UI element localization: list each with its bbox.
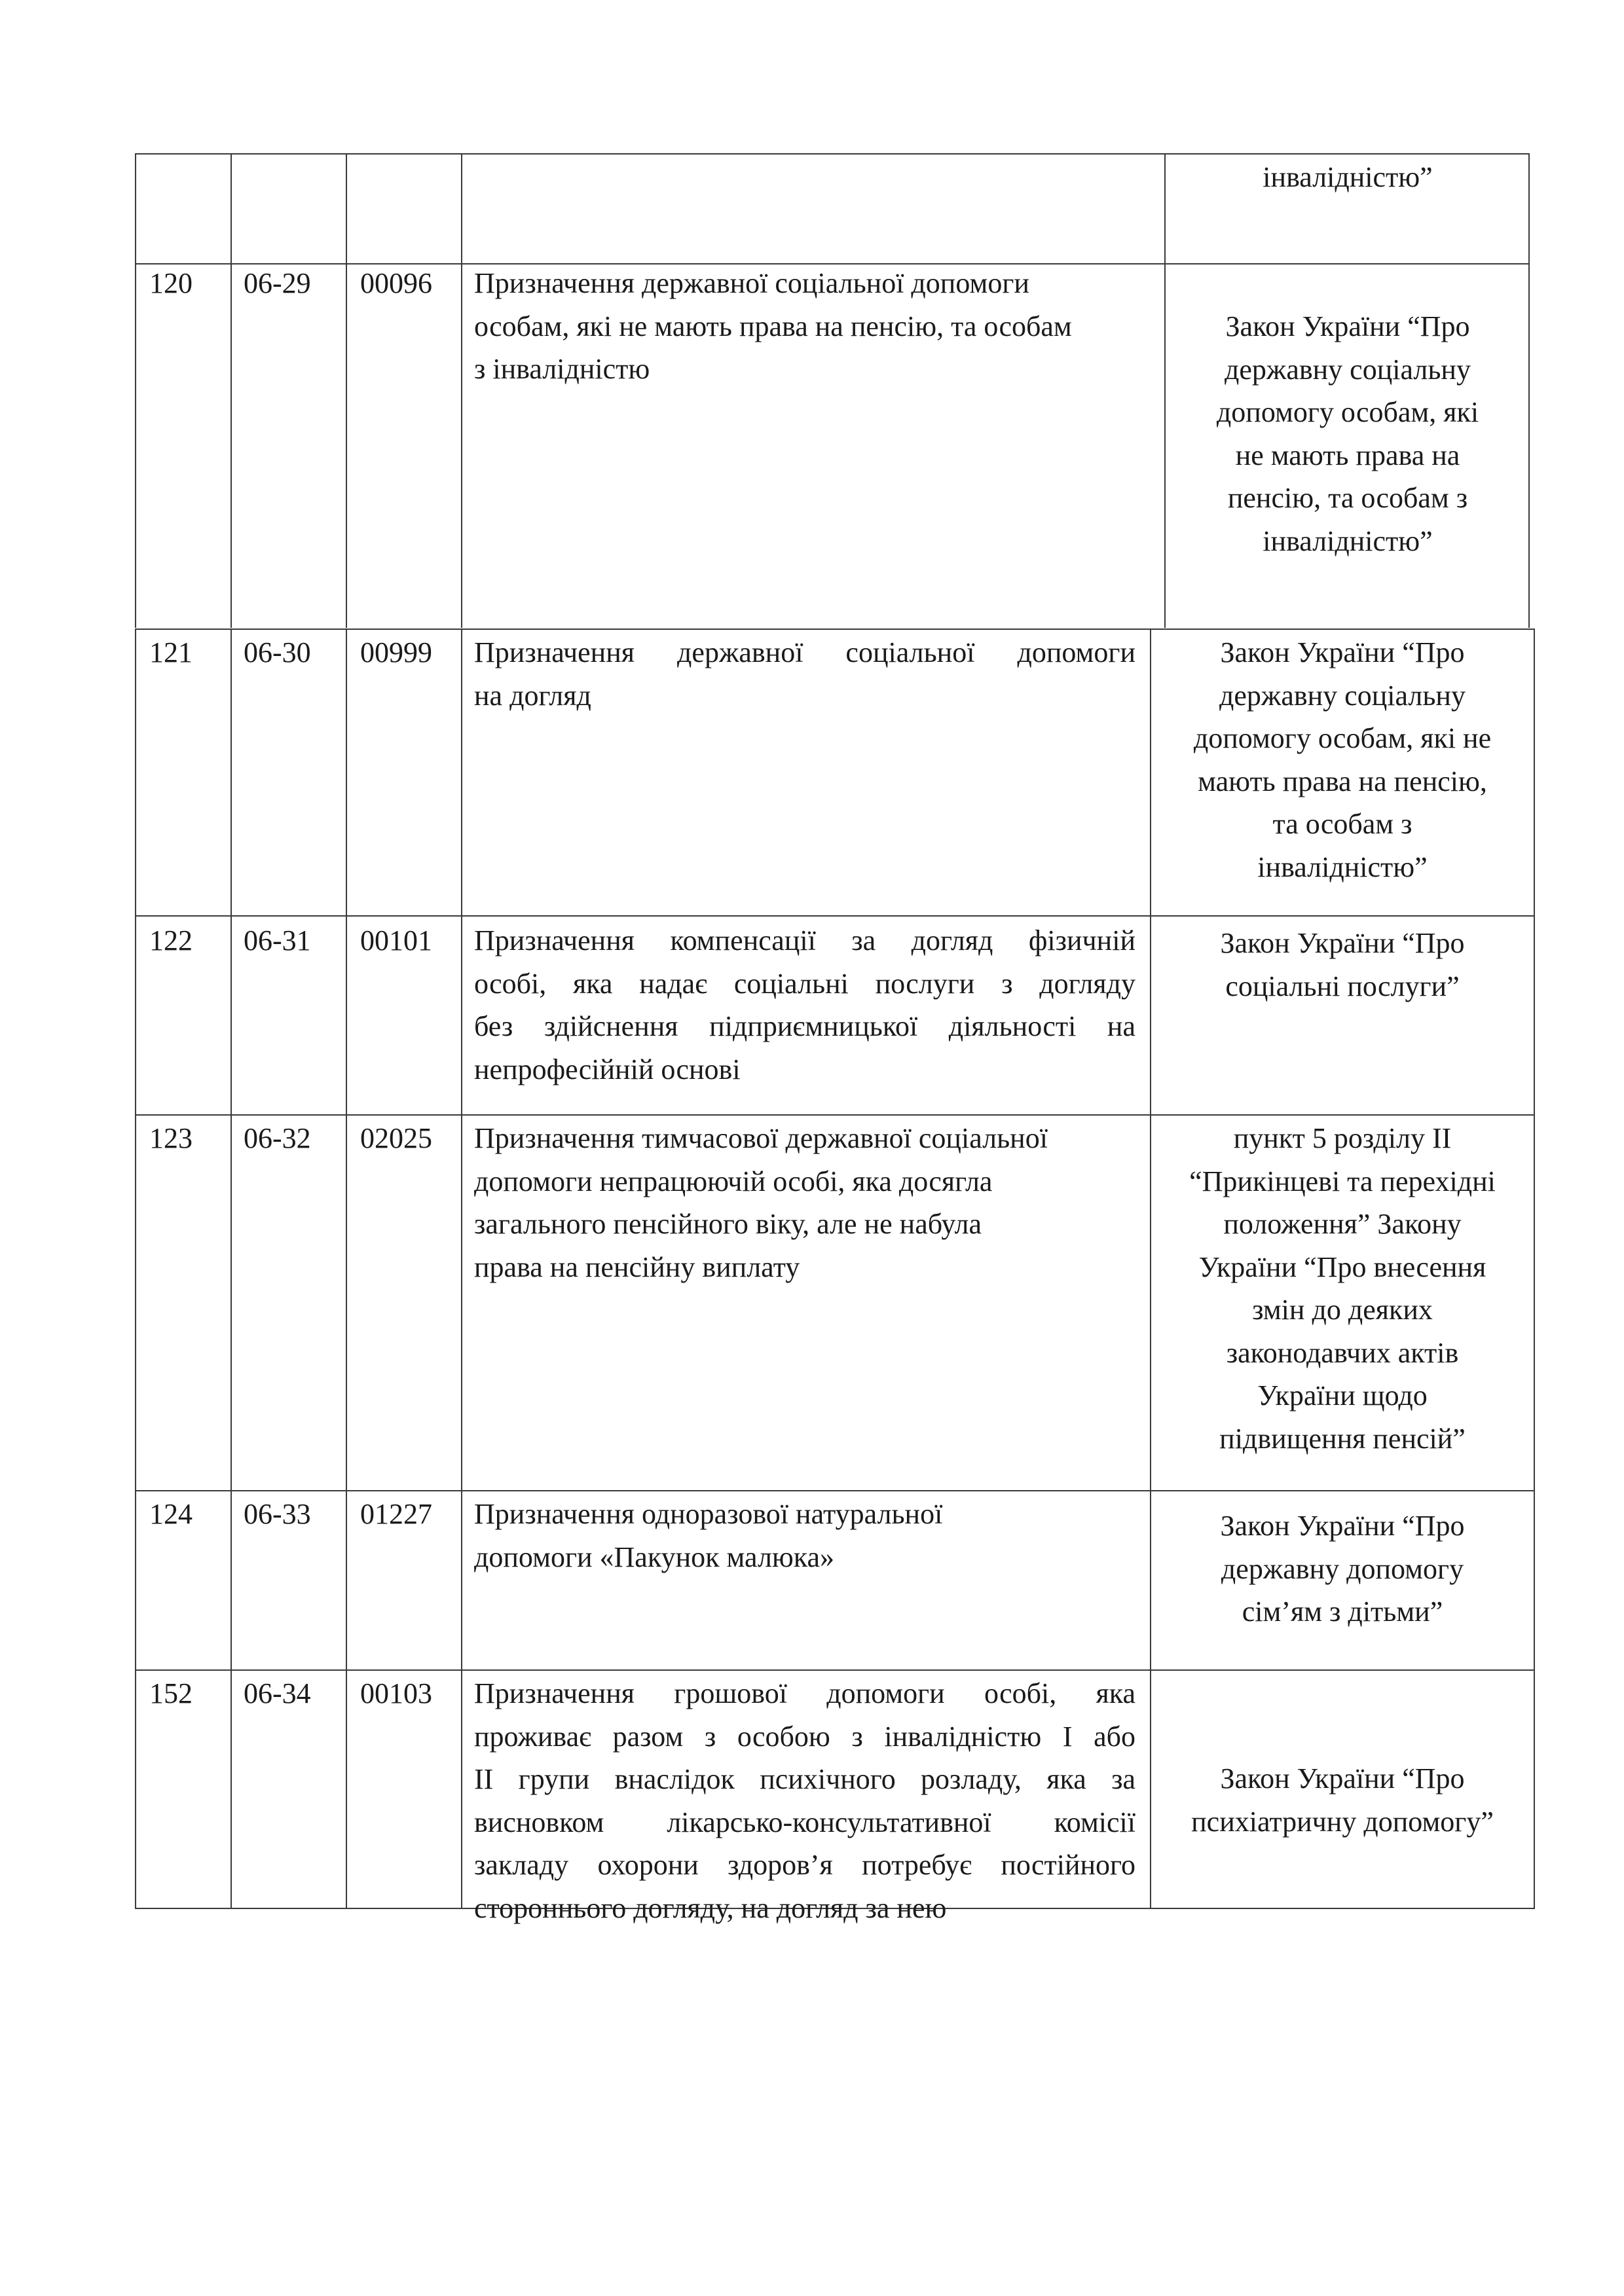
row-152-basis: Закон України “Про психіатричну допомогу” (1191, 1762, 1494, 1838)
row-123-number: 123 (149, 1122, 193, 1154)
row-122-code: 06-31 (244, 924, 311, 957)
row-123-basis: пункт 5 розділу ІІ “Прикінцеві та перехідні положення” Закону України “Про внесення змін до деяких законодавчих актів України щодо підвищення пенсій” (1189, 1122, 1496, 1455)
row-120-code: 06-29 (244, 267, 311, 299)
row-124-code: 06-33 (244, 1498, 311, 1530)
basis-line: інвалідністю” (1263, 161, 1433, 193)
row-122-number: 122 (149, 924, 193, 957)
row-124-id: 01227 (360, 1498, 432, 1530)
row-120-id: 00096 (360, 267, 432, 299)
row-124-number: 124 (149, 1498, 193, 1530)
row-121-description: Призначення державної соціальної допомоги на догляд (474, 636, 1135, 712)
row-121-basis: Закон України “Про державну соціальну допомогу особам, які не мають права на пенсію, та особам з інвалідністю” (1193, 636, 1492, 883)
row-124-basis: Закон України “Про державну допомогу сім’ям з дітьми” (1220, 1510, 1465, 1628)
row-152-code: 06-34 (244, 1677, 311, 1709)
row-120-basis: Закон України “Про державну соціальну допомогу особам, які не мають права на пенсію, та особам з інвалідністю” (1216, 310, 1479, 557)
row-122-basis: Закон України “Про соціальні послуги” (1220, 927, 1465, 1002)
row-152-id: 00103 (360, 1677, 432, 1709)
row-120-number: 120 (149, 267, 193, 299)
row-124-description: Призначення одноразової натуральної допомоги «Пакунок малюка» (474, 1498, 943, 1573)
table-row-continuation-basis (1166, 156, 1530, 199)
row-120-description: Призначення державної соціальної допомоги особам, які не мають права на пенсію, та особам з інвалідністю (474, 267, 1072, 385)
row-121-id: 00999 (360, 636, 432, 668)
row-123-description: Призначення тимчасової державної соціальної допомоги непрацюючій особі, яка досягла загального пенсійного віку, але не набула права на пенсійну виплату (474, 1122, 1048, 1283)
row-152-number: 152 (149, 1677, 193, 1709)
row-122-description: Призначення компенсації за догляд фізичній особі, яка надає соціальні послуги з догляду без здійснення підприємницької діяльності на непрофесійній основі (474, 924, 1135, 1085)
row-122-id: 00101 (360, 924, 432, 957)
row-121-code: 06-30 (244, 636, 311, 668)
row-123-code: 06-32 (244, 1122, 311, 1154)
row-123-id: 02025 (360, 1122, 432, 1154)
row-152-description: Призначення грошової допомоги особі, яка проживає разом з особою з інвалідністю І або ІІ групи внаслідок психічного розладу, яка за висновком лікарсько-консультативної комісії закладу охорони здоров’я потребує постійного стороннього догляду, на догляд за нею (474, 1677, 1135, 1924)
row-121-number: 121 (149, 636, 193, 668)
